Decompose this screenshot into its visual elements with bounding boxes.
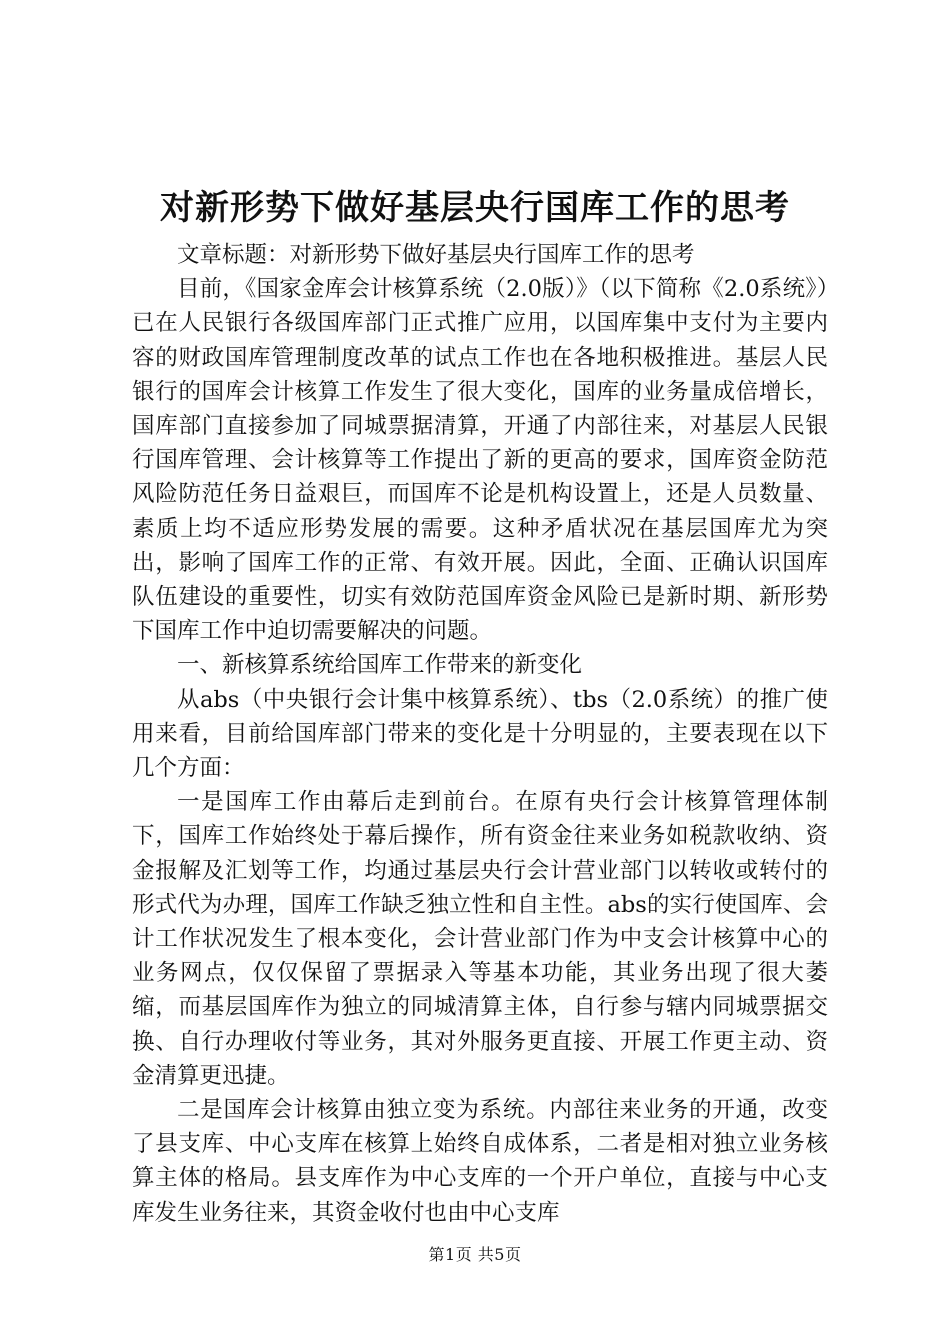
section-heading-1: 一、新核算系统给国库工作带来的新变化: [177, 652, 583, 679]
document-body: [132, 238, 828, 1230]
page-footer: 第1页 共5页: [428, 1245, 522, 1264]
paragraph-point-1: 一是国库工作由幕后走到前台。在原有央行会计核算管理体制下，国库工作始终处于幕后操作，所有资金往来业务如税款收纳、资金报解及汇划等工作，均通过基层央行会计营业部门以转收或转付的形式代为办理，国库工作缺乏独立性和自主性。abs的实行使国库、会计工作状况发生了根本变化，会计营业部门作为中支会计核算中心的业务网点，仅仅保留了票据录入等基本功能，其业务出现了很大萎缩，而基层国库作为独立的同城清算主体，自行参与辖内同城票据交换、自行办理收付等业务，其对外服务更直接、开展工作更主动、资金清算更迅捷。: [132, 789, 828, 1089]
paragraph-point-2: 二是国库会计核算由独立变为系统。内部往来业务的开通，改变了县支库、中心支库在核算上始终自成体系，二者是相对独立业务核算主体的格局。县支库作为中心支库的一个开户单位，直接与中心支库发生业务往来，其资金收付也由中心支库: [132, 1097, 828, 1226]
paragraph-intro: 目前，《国家金库会计核算系统（2.0版）》（以下简称《2.0系统》）已在人民银行各级国库部门正式推广应用，以国库集中支付为主要内容的财政国库管理制度改革的试点工作也在各地积极推进。基层人民银行的国库会计核算工作发生了很大变化，国库的业务量成倍增长，国库部门直接参加了同城票据清算，开通了内部往来，对基层人民银行国库管理、会计核算等工作提出了新的更高的要求，国库资金防范风险防范任务日益艰巨，而国库不论是机构设置上，还是人员数量、素质上均不适应形势发展的需要。这种矛盾状况在基层国库尤为突出，影响了国库工作的正常、有效开展。因此，全面、正确认识国库队伍建设的重要性，切实有效防范国库资金风险已是新时期、新形势下国库工作中迫切需要解决的问题。: [132, 276, 828, 645]
document-title: 对新形势下做好基层央行国库工作的思考: [160, 188, 790, 228]
paragraph-article-title: 文章标题：对新形势下做好基层央行国库工作的思考: [177, 242, 695, 268]
paragraph-section-1-intro: 从abs（中央银行会计集中核算系统）、tbs（2.0系统）的推广使用来看，目前给国库部门带来的变化是十分明显的，主要表现在以下几个方面：: [132, 686, 828, 782]
